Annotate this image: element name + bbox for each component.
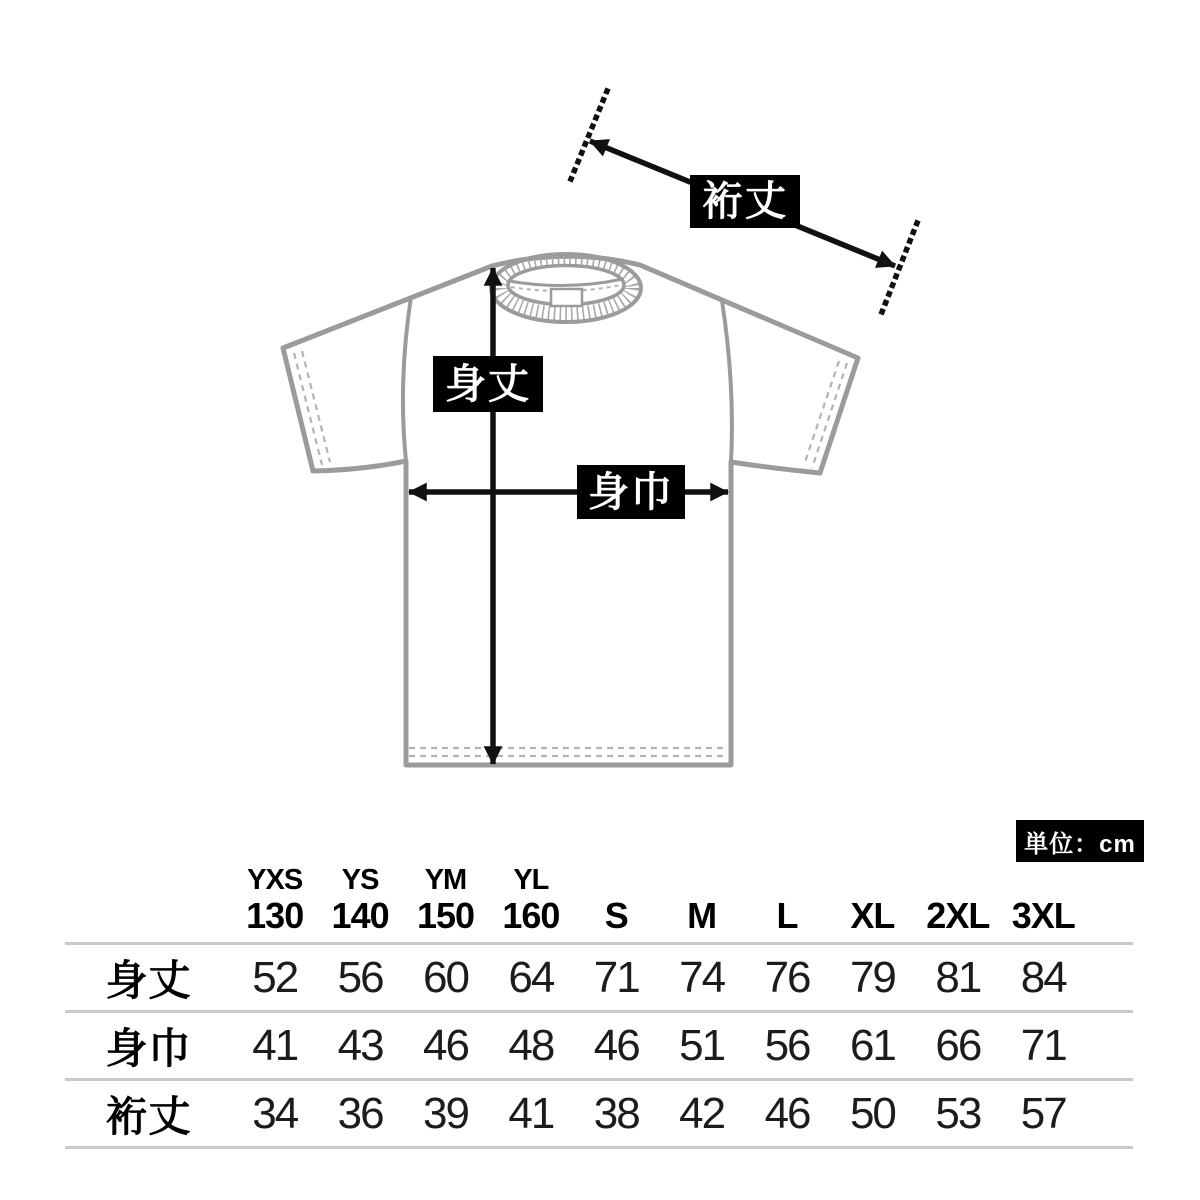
- table-row-body-length: 身丈 52 56 60 64 71 74 76 79 81 84: [65, 945, 1133, 1013]
- body-width-label: 身巾: [577, 465, 685, 519]
- size-column-header: YL 160: [502, 864, 560, 937]
- size-table: [65, 856, 1133, 1149]
- corner-cell: [65, 856, 232, 942]
- size-column-header: M: [687, 895, 717, 937]
- size-column-header: 3XL: [1011, 895, 1075, 937]
- tshirt-collar: [491, 254, 641, 322]
- row-label: 身巾: [105, 1024, 192, 1072]
- sleeve-guide-right: [882, 223, 917, 312]
- sleeve-length-label: 裄丈: [690, 175, 800, 228]
- sleeve-guide-left: [571, 91, 607, 179]
- body-length-label: 身丈: [433, 356, 543, 412]
- row-label: 身丈: [105, 956, 192, 1004]
- size-column-header: XL: [850, 895, 895, 937]
- row-label: 裄丈: [105, 1092, 192, 1140]
- unit-badge: 単位：cm: [1016, 820, 1144, 862]
- size-column-header: YM 150: [416, 864, 475, 937]
- size-column-header: L: [776, 895, 798, 937]
- tshirt-outline: [283, 256, 858, 765]
- size-column-header: YS 140: [331, 864, 389, 937]
- size-column-header: YXS 130: [246, 864, 304, 937]
- neck-tag: [551, 289, 582, 306]
- size-column-header: S: [604, 895, 628, 937]
- table-row-body-width: 身巾 41 43 46 48 46 51 56 61 66 71: [65, 1013, 1133, 1081]
- size-column-header: 2XL: [926, 895, 990, 937]
- size-table-header: [65, 856, 1133, 945]
- table-row-sleeve-length: 裄丈 34 36 39 41 38 42 46 50 53 57: [65, 1081, 1133, 1149]
